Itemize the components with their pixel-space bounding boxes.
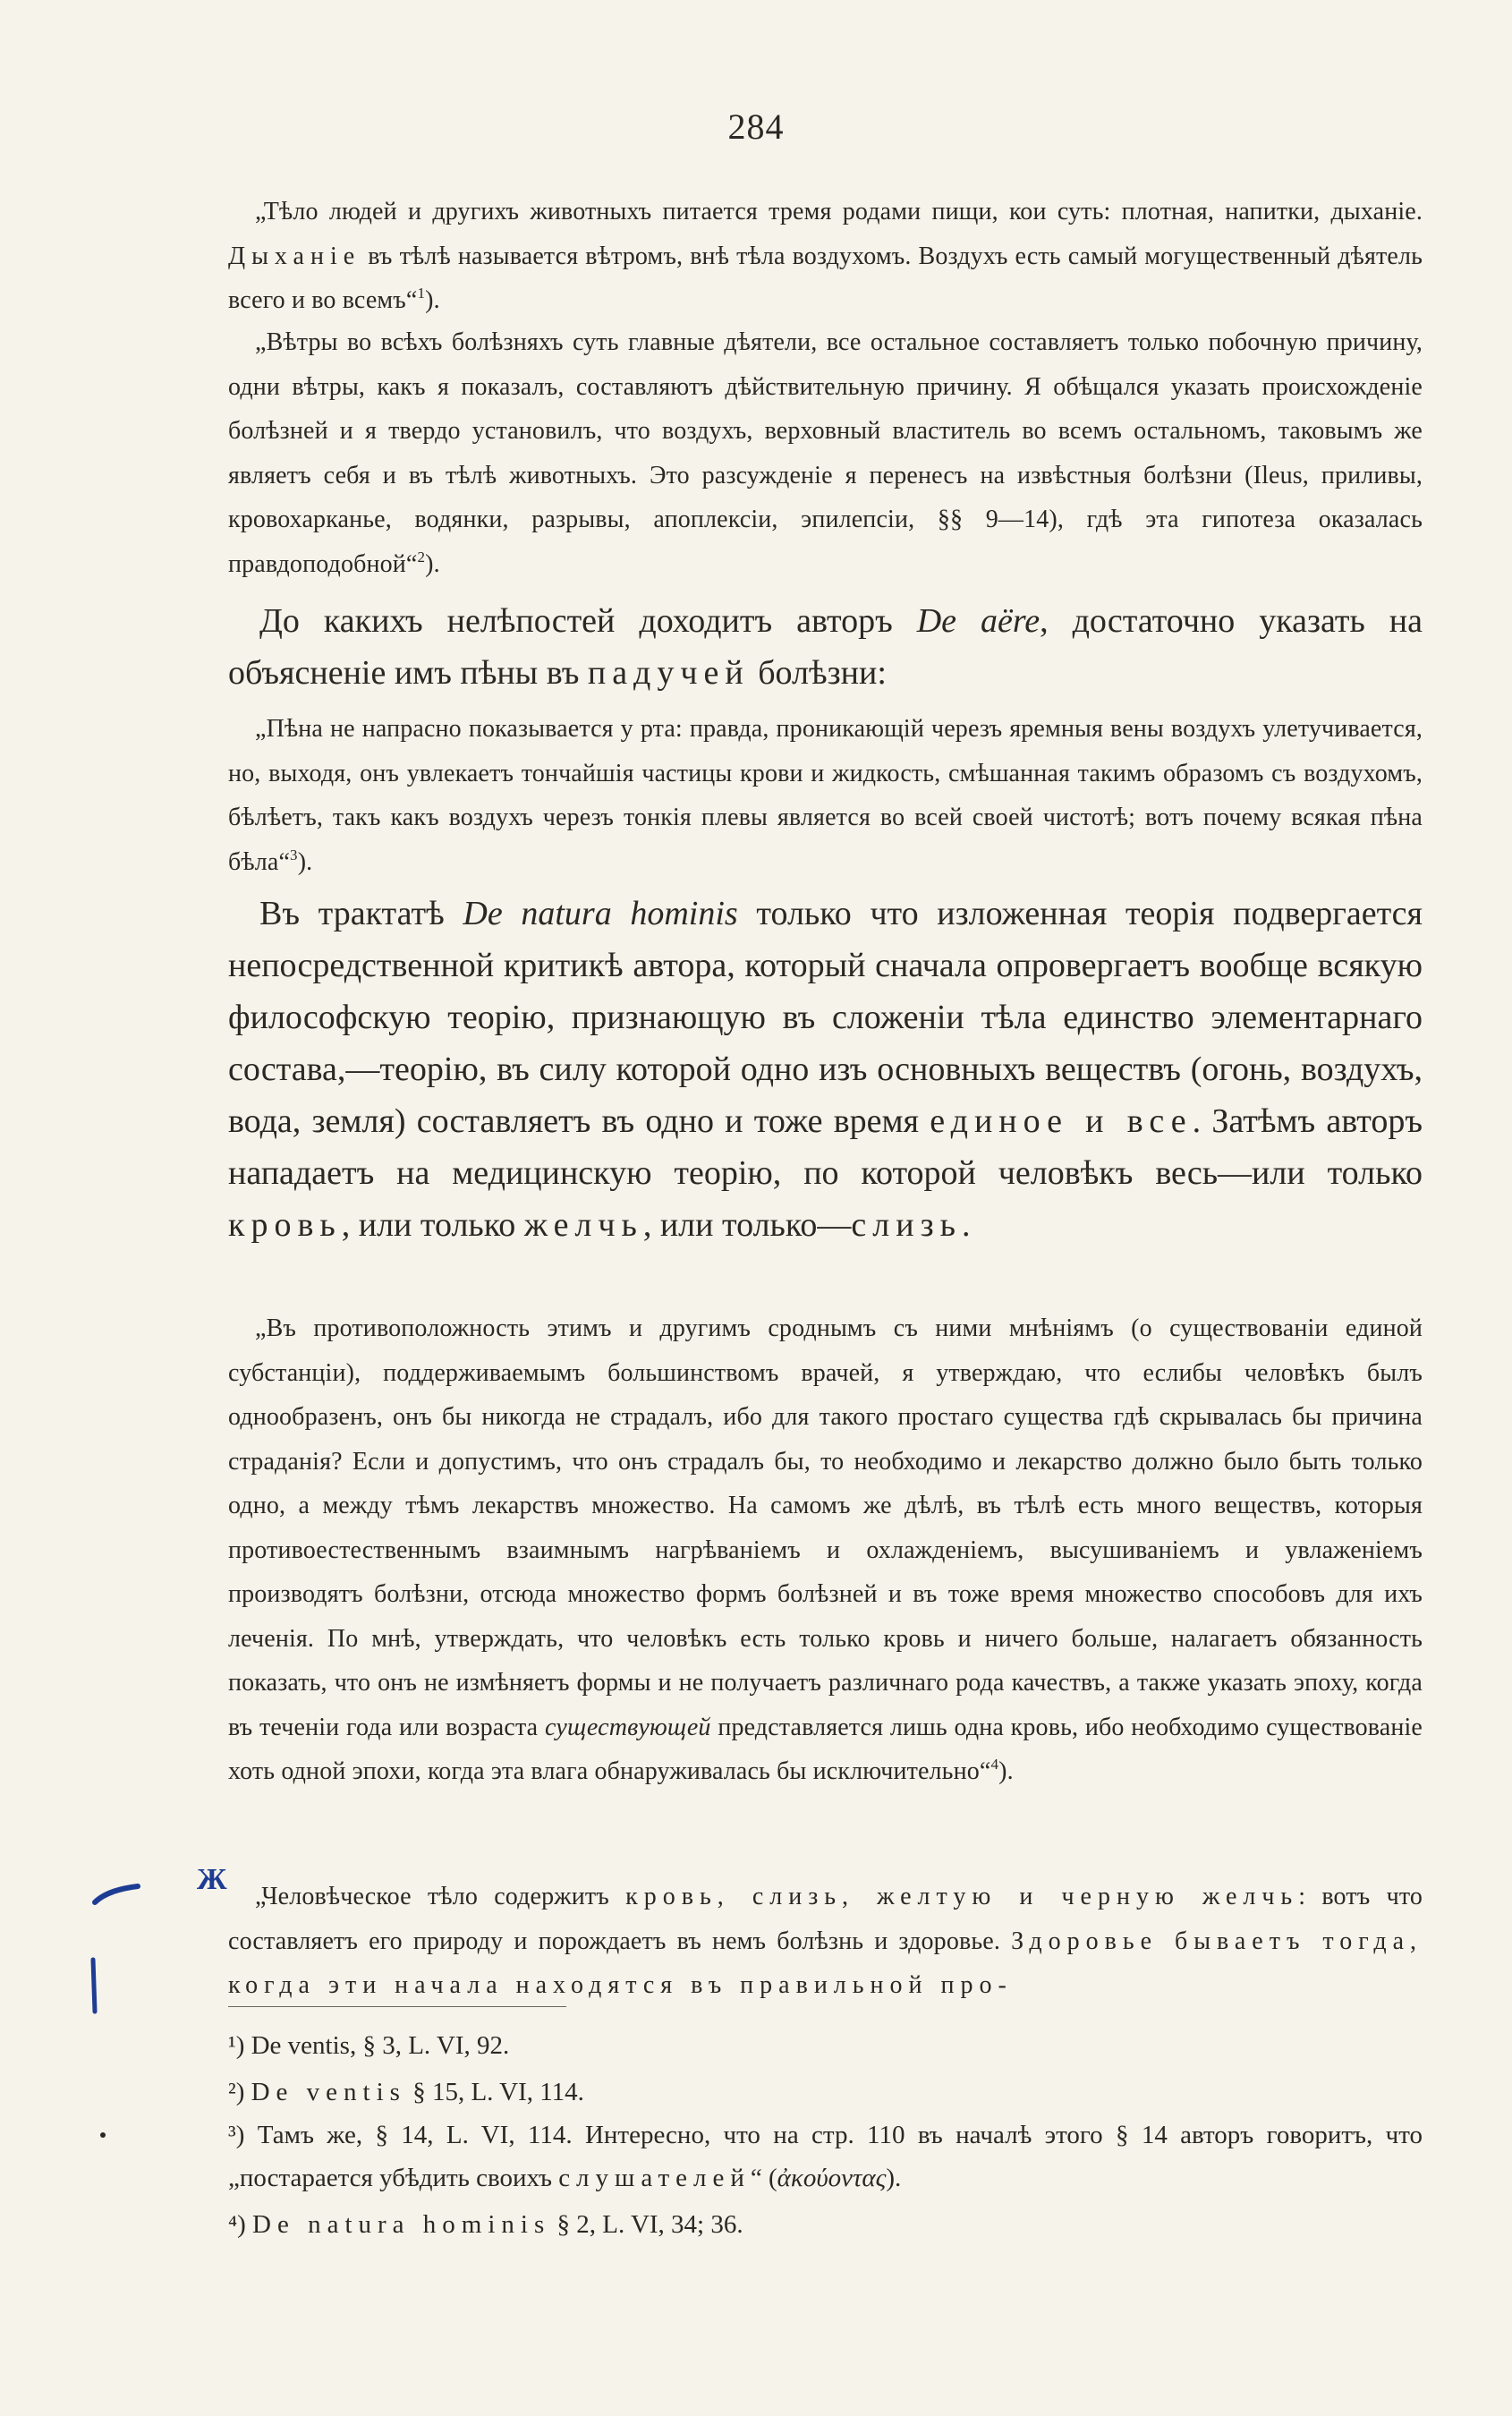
footnote-2-mark: ²) [228, 2078, 245, 2106]
p3-italic-title: De aëre [916, 602, 1041, 640]
p5-spaced-4: слизь [851, 1206, 962, 1244]
quote-paragraph-5 [228, 1875, 1423, 2008]
p2-text: „Вѣтры во всѣхъ болѣзняхъ суть главные дѣятели, все остальное составляетъ только побочную причину, одни вѣтры, какъ я показалъ, составляютъ дѣйствительную причину. Я обѣщался указать происхожденіе болѣзней и я твердо установилъ, что воздухъ, верховный властитель во всемъ остальномъ, таковымъ же являетъ себя и въ тѣлѣ животныхъ. Это разсужденіе я перенесъ на извѣстныя болѣзни (Ileus, приливы, кровохарканье, водянки, разрывы, апоплексіи, эпилепсіи, §§ 9—14), гдѣ эта гипотеза оказалась правдоподобной“ [228, 328, 1423, 578]
pen-x-mark: Ж [197, 1863, 227, 1896]
quote-paragraph-1 [228, 190, 1423, 323]
quote-paragraph-4 [228, 1306, 1423, 1794]
p5-text-d: , или только [341, 1206, 516, 1244]
footnote-1 [228, 2024, 1423, 2067]
p1-end: ). [425, 286, 440, 314]
footnote-3-spaced: слушателей [558, 2164, 751, 2192]
p5-spaced-3: желчь [523, 1206, 643, 1244]
footnote-4 [228, 2203, 1423, 2246]
p1-text-b: въ тѣлѣ называется вѣтромъ, внѣ тѣла воздухомъ. Воздухъ есть самый могущественный дѣятель всего и во всемъ“ [228, 242, 1423, 314]
footnote-4-source: De natura hominis [252, 2210, 551, 2239]
page-number: 284 [727, 106, 785, 147]
footnote-3 [228, 2114, 1423, 2199]
p5-text-e: , или только— [642, 1206, 852, 1244]
p7-text-a: „Человѣческое тѣло содержитъ [255, 1883, 609, 1910]
footnote-3-text-b: “ ( [750, 2164, 777, 2192]
footnote-2-text: § 15, L. VI, 114. [405, 2078, 584, 2106]
p6-text: „Въ противоположность этимъ и другимъ сроднымъ съ ними мнѣніямъ (о существованіи единой субстанціи), поддерживаемымъ большинствомъ врачей, я утверждаю, что еслибы человѣкъ былъ однообразенъ, онъ бы никогда не страдалъ, ибо для такого простаго существа гдѣ скрывалась бы причина страданія? Если и допустимъ, что онъ страдалъ бы, то необходимо и лекарство должно было быть только одно, а между тѣмъ лекарствъ множество. На самомъ же дѣлѣ, въ тѣлѣ есть много веществъ, которыя противоестественнымъ взаимнымъ нагрѣваніемъ и охлажденіемъ, высушиваніемъ и увлаженіемъ производятъ болѣзни, отсюда множество формъ болѣзней и въ тоже время множество способовъ для ихъ леченія. По мнѣ, утверждать, что человѣкъ есть только кровь и ничего больше, налагаетъ обязанность показать, что онъ не измѣняетъ формы и не получаетъ различнаго рода качествъ, а также указать эпоху, когда въ теченіи года или возраста [228, 1314, 1423, 1741]
p4-end: ). [297, 847, 313, 876]
main-paragraph-1 [228, 595, 1423, 699]
p2-end: ). [425, 549, 440, 578]
p5-text-a: Въ трактатѣ [259, 895, 445, 932]
p5-text-f: . [961, 1206, 971, 1244]
p5-spaced-2: кровь [228, 1206, 342, 1244]
ink-speck [100, 2132, 106, 2138]
footnote-2-source: De ventis [251, 2078, 406, 2106]
footnote-ref-3: 3 [290, 846, 298, 863]
footnote-ref-2: 2 [417, 548, 426, 566]
footnote-3-text-c: ). [886, 2164, 902, 2192]
quote-paragraph-3 [228, 707, 1423, 884]
p6-end: ). [998, 1757, 1014, 1785]
p6-italic: существующей [544, 1713, 711, 1741]
footnote-4-mark: ⁴) [228, 2210, 246, 2239]
p5-text-b: только что изложенная теорія подвергается непосредственной критикѣ автора, который сначала опровергаетъ вообще всякую философскую теорію, признающую въ сложеніи тѣла единство элементарнаго состава,—теорію, въ силу которой одно изъ основныхъ веществъ (огонь, воздухъ, вода, земля) составляетъ въ одно и тоже время [228, 895, 1423, 1140]
p5-italic-title: De natura hominis [463, 895, 738, 932]
p5-spaced-1: единое и все [930, 1102, 1193, 1140]
footnote-divider [228, 2006, 566, 2007]
footnote-4-text: § 2, L. VI, 34; 36. [550, 2210, 743, 2239]
p3-text-c: болѣзни: [758, 654, 887, 692]
p5-text-c: . Затѣмъ авторъ нападаетъ на медицинскую теорію, по которой человѣкъ весь—или только [228, 1102, 1423, 1192]
p7-spaced-2: Здоровье бываетъ тогда, когда эти начала находятся въ правильной про- [228, 1927, 1423, 1999]
p3-text-b: , достаточно указать на объясненіе имъ пѣны въ [228, 602, 1423, 692]
footnote-ref-1: 1 [417, 285, 426, 302]
p4-text: „Пѣна не напрасно показывается у рта: правда, проникающій черезъ яремныя вены воздухъ улетучивается, но, выходя, онъ увлекаетъ тончайшія частицы крови и жидкость, смѣшанная такимъ образомъ съ воздухомъ, бѣлѣетъ, такъ какъ воздухъ черезъ тонкія плевы является во всей своей чистотѣ; вотъ почему всякая пѣна бѣла“ [228, 715, 1423, 876]
main-paragraph-2 [228, 888, 1423, 1251]
footnote-1-text: De ventis, § 3, L. VI, 92. [251, 2031, 510, 2060]
p1-spaced: Дыханіе [228, 242, 361, 270]
footnote-3-mark: ³) [228, 2121, 245, 2149]
p3-text-a: До какихъ нелѣпостей доходитъ авторъ [259, 602, 893, 640]
p3-spaced: падучей [587, 654, 750, 692]
p1-text: „Тѣло людей и другихъ животныхъ питается тремя родами пищи, кои суть: плотная, напитки, дыханіе. [255, 198, 1423, 225]
quote-paragraph-2 [228, 320, 1423, 586]
pen-bracket-mark [88, 1877, 141, 2020]
p7-spaced-1: кровь, слизь, желтую и черную желчь [625, 1883, 1299, 1910]
p6-text-b: представляется лишь одна кровь, ибо необходимо существованіе хоть одной эпохи, когда эта влага обнаруживалась бы исключительно“ [228, 1713, 1423, 1785]
footnote-3-greek: ἀκούοντας [777, 2164, 887, 2192]
p7-text-b: : вотъ что составляетъ его природу и порождаетъ въ немъ болѣзнь и здоровье. [228, 1883, 1423, 1955]
footnote-2 [228, 2071, 1423, 2114]
footnote-1-mark: ¹) [228, 2031, 245, 2060]
footnote-ref-4: 4 [990, 1756, 999, 1773]
footnote-3-text-a: Тамъ же, § 14, L. VI, 114. Интересно, что на стр. 110 въ началѣ этого § 14 авторъ говоритъ, что „постарается убѣдить своихъ [228, 2121, 1423, 2192]
